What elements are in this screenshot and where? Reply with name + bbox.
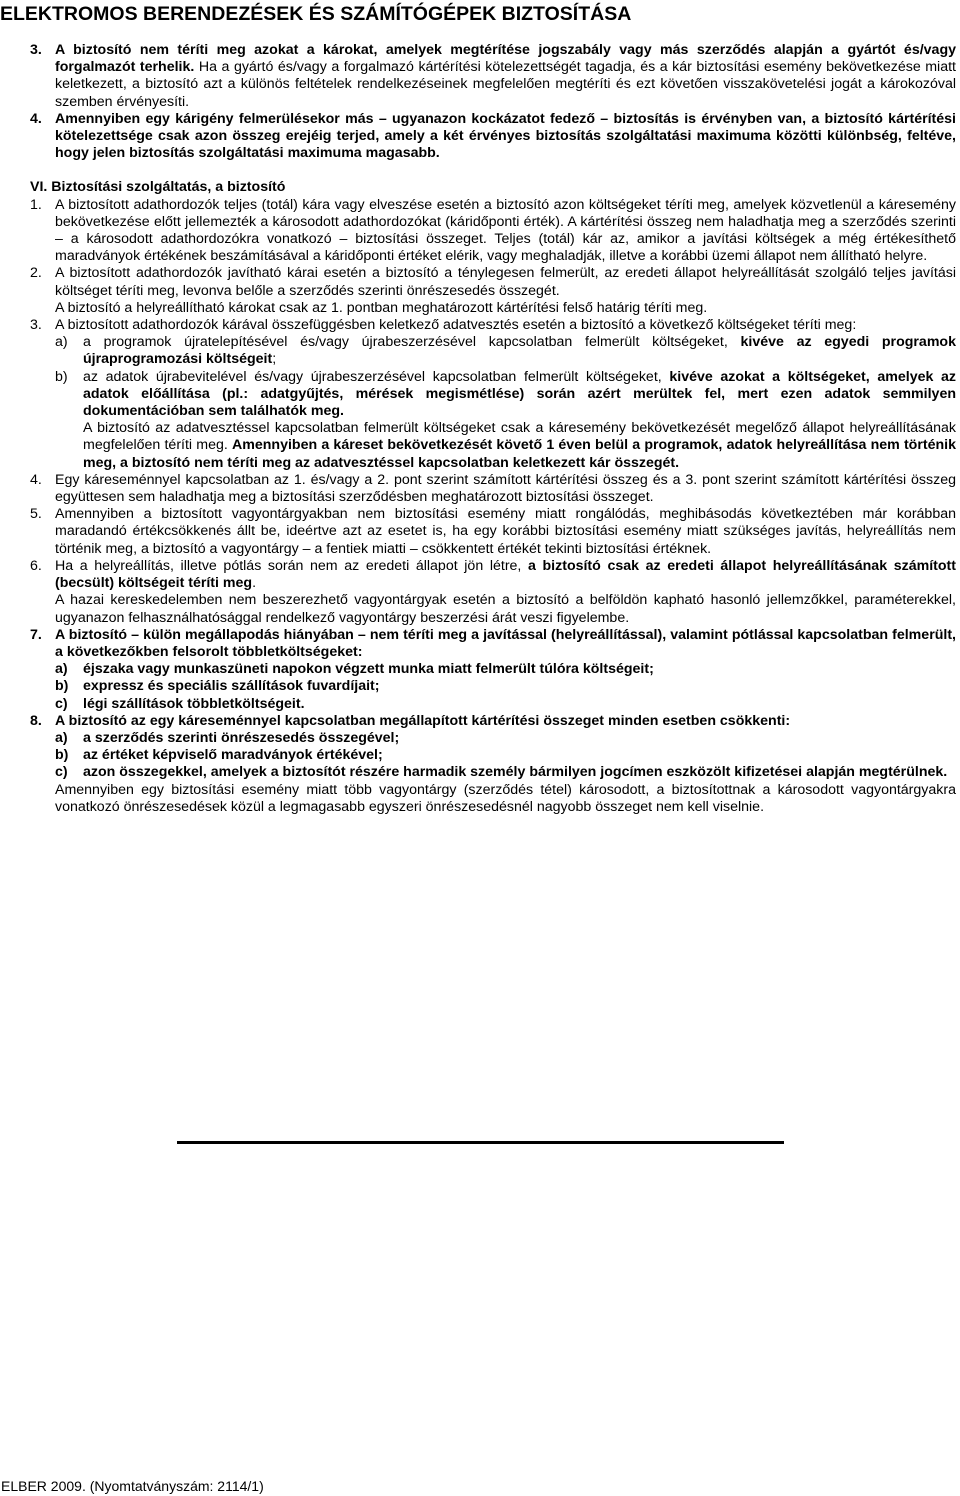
point-text: Amennyiben a biztosított vagyontárgyakban nem biztosítási esemény miatt rongálódás, meghibásodás következtében már korábban maradandó értékcsökkenés állt be, ideértve azt az esetet is, ha egy korábbi biztosítási esemény miatt szükséges javítás, helyreállítás nem történik meg, a biztosító a vagyontárgy – a fentiek miatti – csökkentett értékét tekinti biztosítási értéknek. — [55, 506, 956, 557]
point-tail-bold-text: Amennyiben a káreset bekövetkezését követő 1 éven belül a programok, adatok helyreállítása nem történik meg, a biztosító nem téríti meg az adatvesztéssel kapcsolatban keletkezett kár összegét. — [83, 437, 956, 471]
document-title: ELEKTROMOS BERENDEZÉSEK ÉS SZÁMÍTÓGÉPEK BIZTOSÍTÁSA — [0, 3, 632, 25]
section-6-point-3 — [30, 317, 956, 472]
sub-point-label: a) — [55, 661, 68, 678]
clause-4 — [30, 111, 956, 163]
point-text: A biztosító az egy káreseménnyel kapcsolatban megállapított kártérítési összeget minden esetben csökkenti: — [55, 712, 791, 729]
sub-point-a — [55, 334, 956, 368]
section-heading: VI. Biztosítási szolgáltatás, a biztosító — [30, 179, 286, 196]
clause-number: 4. — [30, 110, 42, 127]
sub-point-text: az értéket képviselő maradványok értékével; — [83, 747, 383, 764]
point-tail — [55, 420, 956, 472]
point-text: Egy káreseménnyel kapcsolatban az 1. és/vagy a 2. pont szerint számított kártérítési összeg és a 3. pont szerint számított kártérítési összeg együttesen sem haladhatja meg a biztosítási szerződésben meghatározott biztosítási összeget. — [55, 471, 956, 506]
clause-text: Ha a gyártó és/vagy a forgalmazó kártérítési kötelezettségét tagadja, és a kár biztosítási esemény bekövetkezése miatt keletkezett, a biztosító azt a különös feltételek rendelkezéseinek megfelelően megtéríti és ezt követően visszakövetelési jogát a károkozóval szemben érvényesíti. — [55, 59, 956, 110]
sub-point-text: a szerződés szerinti önrészesedés összegével; — [83, 729, 400, 746]
sub-point-label: c) — [55, 764, 68, 781]
sub-point-text: légi szállítások többletköltségeit. — [83, 695, 305, 712]
section-6-point-7 — [30, 627, 956, 713]
spacer — [30, 162, 956, 179]
section-6-point-5 — [30, 506, 956, 558]
sub-point-end: ; — [272, 351, 277, 368]
sub-point-label: a) — [55, 334, 68, 351]
sub-point-b — [55, 369, 956, 472]
sub-point-bold-text: kivéve azokat a költségeket, amelyek az adatok előállítása (pl.: adatgyűjtés, mérések megismétlése) során azért merültek fel, mert ezen adatok semmilyen dokumentációban sem találhatók meg. — [83, 368, 956, 420]
section-6-point-1 — [30, 197, 956, 266]
document-body — [30, 42, 956, 816]
point-text: A biztosított adathordozók javítható kárai esetén a biztosító a ténylegesen felmerült, az eredeti állapot helyreállítását szolgáló teljes javítási költséget téríti meg, levonva belőle a szerződés szerinti önrészesedés összegét. — [55, 265, 956, 299]
point-text: A biztosított adathordozók kárával összefüggésben keletkező adatvesztés esetén a biztosító a következő költségeket téríti meg: — [55, 317, 857, 334]
sub-point-bold-text: kivéve az egyedi programok újraprogramozási költségeit — [83, 334, 956, 368]
sub-point-label: b) — [55, 747, 69, 764]
point-extra-text: Amennyiben egy biztosítási esemény miatt több vagyontárgy (szerződés tétel) károsodott, a biztosítottnak a károsodott vagyontárgyakra vonatkozó önrészesedések közül a legmagasabb egyszeri önrészesedésnél nagyobb összeget nem kell viselnie. — [55, 781, 956, 815]
point-number: 5. — [30, 506, 42, 523]
clause-text: Amennyiben egy kárigény felmerülésekor más – ugyanazon kockázatot fedező – biztosítás is érvényben van, a biztosító kártérítési kötelezettsége csak azon összeg erejéig terjed, amely a két érvényes biztosítás szolgáltatási maximuma közötti különbség, feltéve, hogy jelen biztosítás szolgáltatási maximuma magasabb. — [55, 110, 956, 162]
sub-point-text: azon összegekkel, amelyek a biztosítót részére harmadik személy bármilyen jogcímen eszközölt kifizetései alapján megtérülnek. — [83, 764, 948, 781]
point-number: 8. — [30, 712, 42, 729]
sub-point-a — [55, 730, 956, 747]
sub-point-text: az adatok újrabevitelével és/vagy újrabeszerzésével kapcsolatban felmerült költségeket, — [83, 368, 670, 385]
sub-point-c — [55, 696, 956, 713]
section-6-point-4 — [30, 472, 956, 506]
sub-point-b — [55, 747, 956, 764]
sub-point-text: a programok újratelepítésével és/vagy újrabeszerzésével kapcsolatban felmerült költségeket, — [83, 334, 741, 351]
sub-point-text: éjszaka vagy munkaszüneti napokon végzett munka miatt felmerült túlóra költségeit; — [83, 661, 654, 678]
point-text: A biztosított adathordozók teljes (totál) kára vagy elveszése esetén a biztosító azon költségeket téríti meg, amelyek közvetlenül a káresemény bekövetkezése előtt jellemezték a károsodott adathordozókat (káridőponti érték). A kártérítési összeg nem haladhatja meg a szerződés szerinti – a károsodott adathordozókra vonatkozó – biztosítási összeget. Teljes (totál) kár az, amikor a javítási költségek a még értékesíthető maradványok értékének beszámításával a káridőponti értéket elérik, vagy meghaladják, illetve a korábbi üzemi állapot nem állítható helyre. — [55, 196, 956, 265]
point-number: 1. — [30, 196, 42, 213]
point-number: 3. — [30, 317, 42, 334]
point-number: 4. — [30, 471, 42, 488]
sub-point-label: b) — [55, 678, 69, 695]
clause-number: 3. — [30, 42, 42, 58]
point-text: A biztosító – külön megállapodás hiányában – nem téríti meg a javítással (helyreállítással), valamint pótlással kapcsolatban felmerült, a következőkben felsorolt többletköltségeket: — [55, 626, 956, 660]
sub-point-text: expressz és speciális szállítások fuvardíjait; — [83, 678, 380, 695]
point-extra-text: A hazai kereskedelemben nem beszerezhető vagyontárgyak esetén a biztosító a belföldön kapható hasonló jellemzőkkel, paraméterekkel, ugyanazon felhasználhatósággal rendelkező vagyontárgy beszerzési árát veszi figyelembe. — [55, 592, 956, 626]
section-6-point-8 — [30, 713, 956, 816]
sub-point-c — [55, 764, 956, 781]
point-bold-text: a biztosító csak az eredeti állapot helyreállításának számított (becsült) költségeit téríti meg — [55, 557, 956, 592]
point-extra-text: A biztosító a helyreállítható károkat csak az 1. pontban meghatározott kártérítési felső határig téríti meg. — [55, 299, 708, 316]
sub-point-label: a) — [55, 729, 68, 746]
point-number: 2. — [30, 265, 42, 282]
clause-bold-text: A biztosító nem téríti meg azokat a károkat, amelyek megtérítése jogszabály vagy más szerződés alapján a gyártót és/vagy forgalmazót terhelik. — [55, 42, 956, 76]
sub-point-label: b) — [55, 368, 68, 385]
sub-point-a — [55, 661, 956, 678]
point-number: 7. — [30, 626, 42, 643]
point-number: 6. — [30, 557, 42, 574]
sub-point-label: c) — [55, 695, 68, 712]
section-6-point-6 — [30, 558, 956, 627]
point-text: Ha a helyreállítás, illetve pótlás során nem az eredeti állapot jön létre, — [55, 557, 528, 574]
section-6-point-2 — [30, 265, 956, 317]
clause-3 — [30, 42, 956, 111]
point-tail-text: A biztosító az adatvesztéssel kapcsolatban felmerült költségeket csak a káresemény bekövetkezését megelőző állapot helyreállításának megfelelően téríti meg. — [83, 420, 956, 454]
sub-point-b — [55, 678, 956, 695]
horizontal-rule — [177, 1141, 784, 1144]
point-end: . — [252, 575, 257, 592]
footer-text: ELBER 2009. (Nyomtatványszám: 2114/1) — [1, 1478, 264, 1494]
